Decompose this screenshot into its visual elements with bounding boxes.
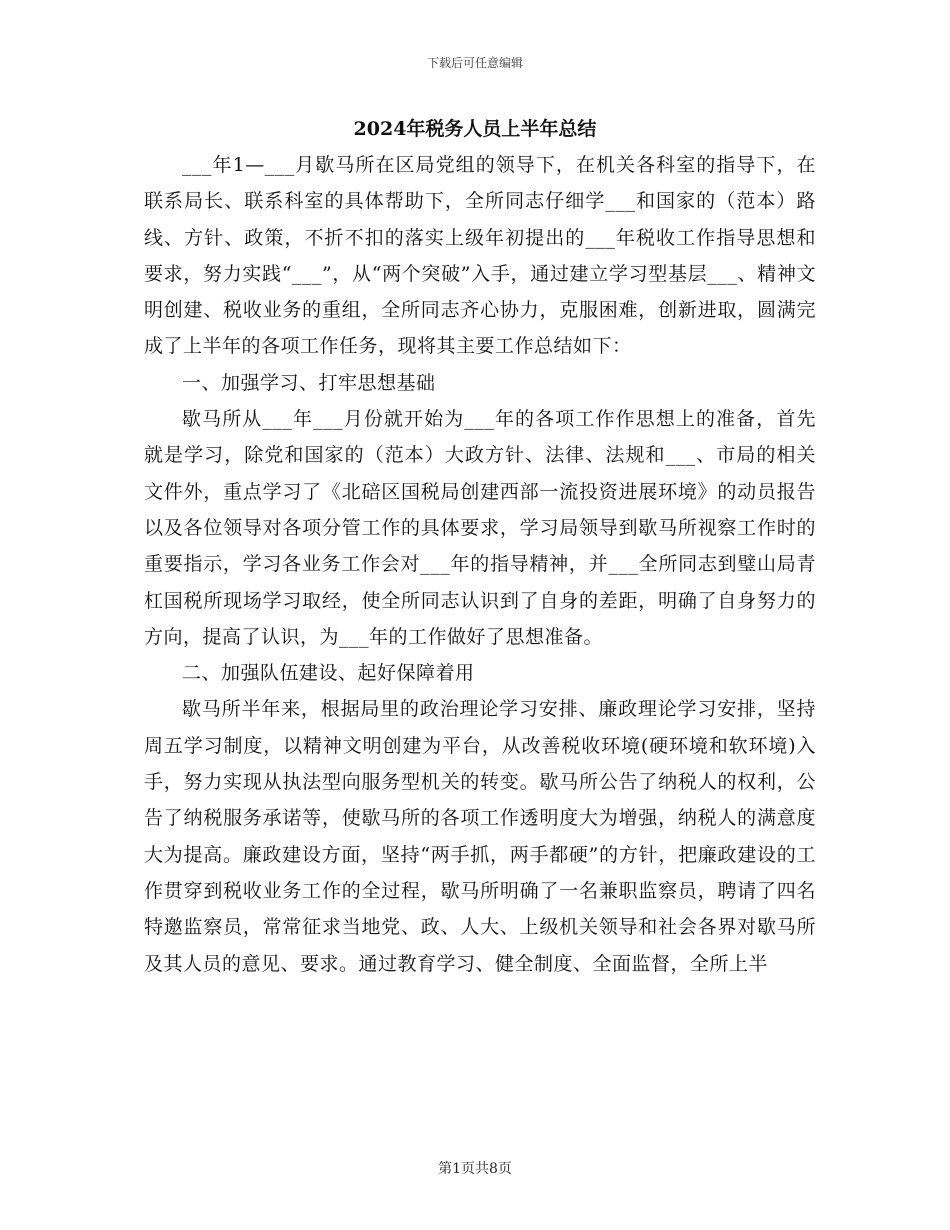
- body-paragraph-study: 歇马所从___年___月份就开始为___年的各项工作作思想上的准备，首先就是学习，除党和国家的（范本）大政方针、法律、法规和___、市局的相关文件外，重点学习了《北碚区国税局创建西部一流投资进展环境》的动员报告以及各位领导对各项分管工作的具体要求，学习局领导到歇马所视察工作时的重要指示，学习各业务工作会对___年的指导精神，并___全所同志到璧山局青杠国税所现场学习取经，使全所同志认识到了自身的差距，明确了自身努力的方向，提高了认识，为___年的工作做好了思想准备。: [144, 408, 816, 648]
- document-body: [144, 147, 816, 982]
- section-heading-2: 二、加强队伍建设、起好保障着用: [182, 662, 475, 685]
- body-paragraph-team: 歇马所半年来，根据局里的政治理论学习安排、廉政理论学习安排，坚持周五学习制度，以精神文明创建为平台，从改善税收环境(硬环境和软环境)入手，努力实现从执法型向服务型机关的转变。歇马所公告了纳税人的权利，公告了纳税服务承诺等，使歇马所的各项工作透明度大为增强，纳税人的满意度大为提高。廉政建设方面，坚持“两手抓，两手都硬”的方针，把廉政建设的工作贯穿到税收业务工作的全过程，歇马所明确了一名兼职监察员，聘请了四名特邀监察员，常常征求当地党、政、人大、上级机关领导和社会各界对歇马所及其人员的意见、要求。通过教育学习、健全制度、全面监督，全所上半: [144, 698, 816, 975]
- page-number: 第1页共8页: [438, 1161, 512, 1177]
- section-heading-1: 一、加强学习、打牢思想基础: [182, 371, 436, 394]
- header-note: 下载后可任意编辑: [426, 56, 523, 70]
- body-paragraph-intro: ___年1—___月歇马所在区局党组的领导下，在机关各科室的指导下，在联系局长、联系科室的具体帮助下，全所同志仔细学___和国家的（范本）路线、方针、政策，不折不扣的落实上级年初提出的___年税收工作指导思想和要求，努力实践“___”，从“两个突破”入手，通过建立学习型基层___、精神文明创建、税收业务的重组，全所同志齐心协力，克服困难，创新进取，圆满完成了上半年的各项工作任务，现将其主要工作总结如下：: [144, 154, 816, 358]
- document-title: 2024年税务人员上半年总结: [353, 118, 597, 140]
